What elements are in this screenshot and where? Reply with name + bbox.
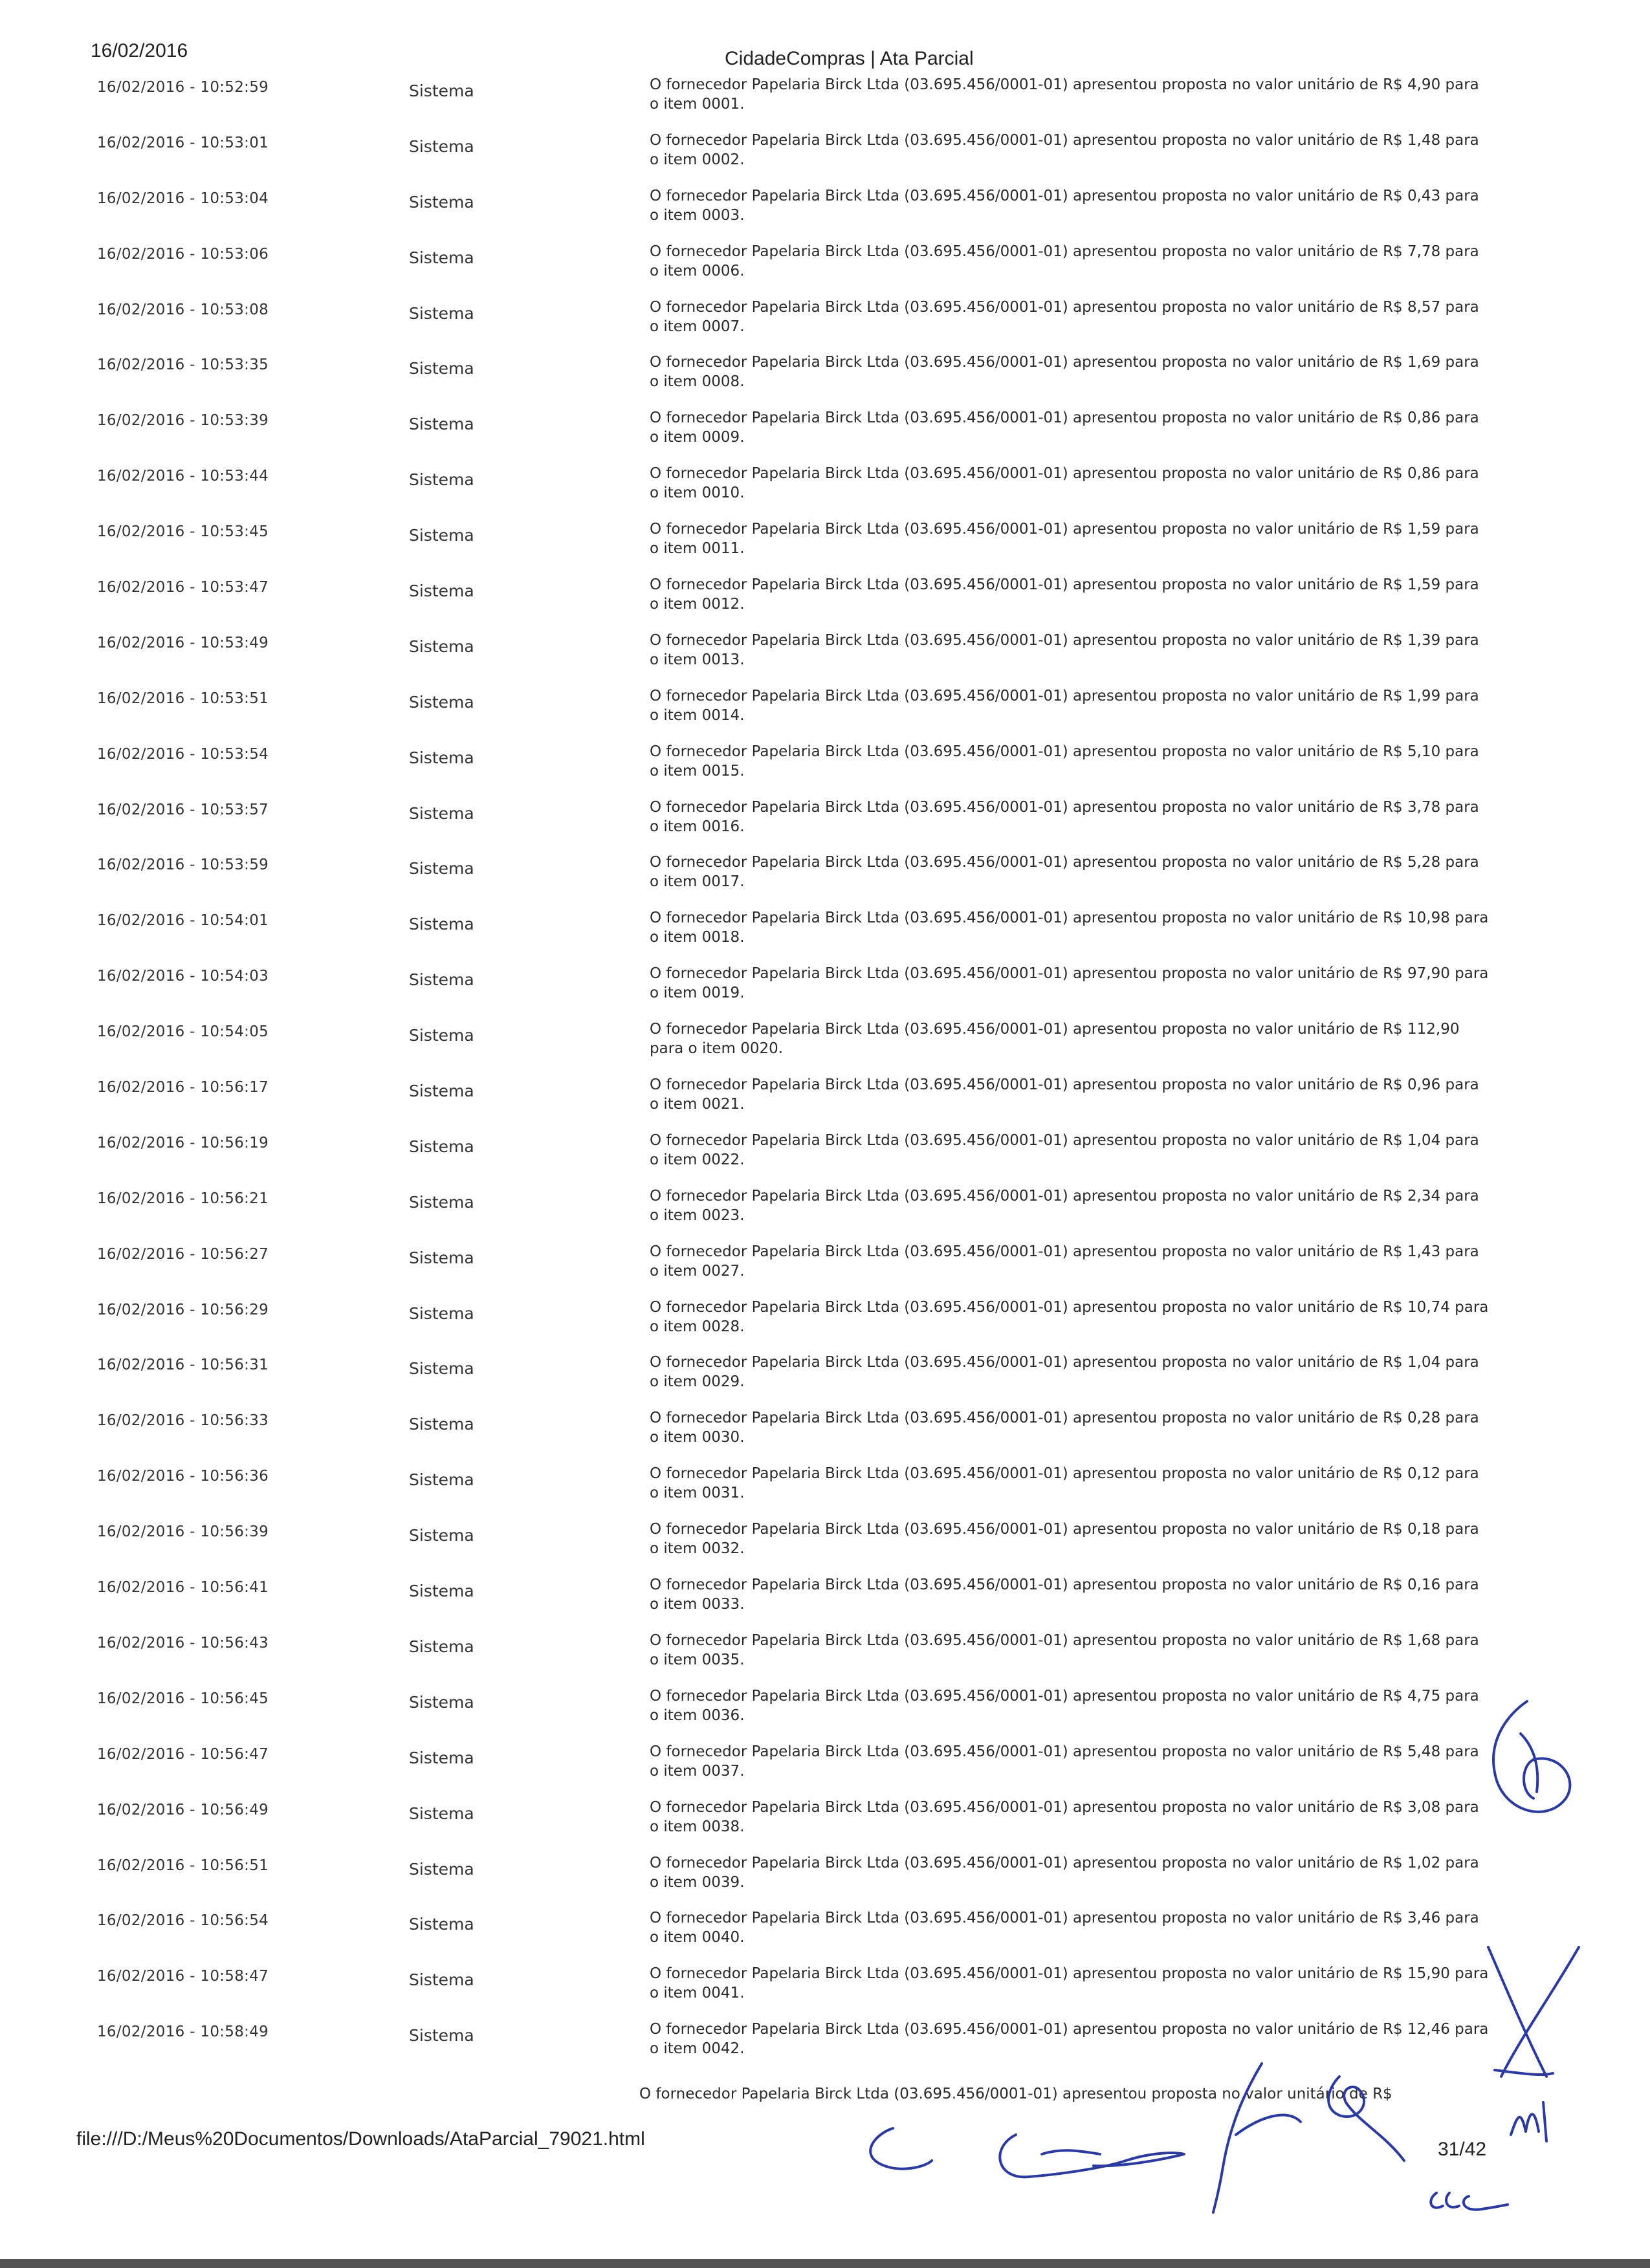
row-actor: Sistema <box>409 1748 474 1767</box>
table-row <box>0 633 1650 689</box>
row-message: O fornecedor Papelaria Birck Ltda (03.695.456/0001-01) apresentou proposta no valor unitário de R$ 97,90 para o item 0019. <box>650 965 1489 1002</box>
row-message: O fornecedor Papelaria Birck Ltda (03.695.456/0001-01) apresentou proposta no valor unitário de R$ 1,68 para o item 0035. <box>650 1631 1479 1668</box>
row-timestamp: 16/02/2016 - 10:53:45 <box>97 523 269 541</box>
table-row <box>0 1745 1650 1800</box>
row-message: O fornecedor Papelaria Birck Ltda (03.695.456/0001-01) apresentou proposta no valor unitário de R$ 1,59 para o item 0011. <box>650 521 1479 558</box>
row-timestamp: 16/02/2016 - 10:53:57 <box>97 801 269 818</box>
row-message: O fornecedor Papelaria Birck Ltda (03.695.456/0001-01) apresentou proposta no valor unitário de R$ 5,10 para o item 0015. <box>650 743 1479 780</box>
table-row <box>0 800 1650 856</box>
signature-x-mark <box>1482 1941 1585 2089</box>
row-actor: Sistema <box>409 415 474 434</box>
row-timestamp: 16/02/2016 - 10:56:36 <box>97 1468 269 1485</box>
row-actor: Sistema <box>409 1692 474 1712</box>
table-row <box>0 745 1650 800</box>
row-actor: Sistema <box>409 803 474 823</box>
row-timestamp: 16/02/2016 - 10:54:05 <box>97 1023 269 1041</box>
row-timestamp: 16/02/2016 - 10:56:17 <box>97 1079 269 1096</box>
row-message: O fornecedor Papelaria Birck Ltda (03.695.456/0001-01) apresentou proposta no valor unitário de R$ 8,57 para o item 0007. <box>650 298 1479 335</box>
row-actor: Sistema <box>409 692 474 712</box>
table-row <box>0 78 1650 133</box>
row-message: O fornecedor Papelaria Birck Ltda (03.695.456/0001-01) apresentou proposta no valor unitário de R$ 15,90 para o item 0041. <box>650 1965 1489 2002</box>
table-row <box>0 355 1650 411</box>
row-message: O fornecedor Papelaria Birck Ltda (03.695.456/0001-01) apresentou proposta no valor unitário de R$ 1,99 para o item 0014. <box>650 687 1479 724</box>
row-actor: Sistema <box>409 1137 474 1156</box>
row-actor: Sistema <box>409 1470 474 1490</box>
page-number: 31/42 <box>1438 2139 1487 2160</box>
row-timestamp: 16/02/2016 - 10:56:45 <box>97 1690 269 1707</box>
row-message: O fornecedor Papelaria Birck Ltda (03.695.456/0001-01) apresentou proposta no valor unitário de R$ 4,90 para o item 0001. <box>650 76 1479 113</box>
row-message: O fornecedor Papelaria Birck Ltda (03.695.456/0001-01) apresentou proposta no valor unitário de R$ 4,75 para o item 0036. <box>650 1687 1479 1724</box>
row-message: O fornecedor Papelaria Birck Ltda (03.695.456/0001-01) apresentou proposta no valor unitário de R$ 10,74 para o item 0028. <box>650 1298 1489 1335</box>
table-row <box>0 411 1650 466</box>
row-timestamp: 16/02/2016 - 10:53:35 <box>97 356 269 374</box>
row-timestamp: 16/02/2016 - 10:56:41 <box>97 1579 269 1597</box>
row-timestamp: 16/02/2016 - 10:56:49 <box>97 1801 269 1818</box>
table-row <box>0 133 1650 189</box>
table-row <box>0 1355 1650 1411</box>
row-actor: Sistema <box>409 1192 474 1212</box>
table-row <box>0 1133 1650 1189</box>
row-actor: Sistema <box>409 303 474 323</box>
row-actor: Sistema <box>409 1248 474 1267</box>
row-message: O fornecedor Papelaria Birck Ltda (03.695.456/0001-01) apresentou proposta no valor unitário de R$ 5,28 para o item 0017. <box>650 854 1479 891</box>
row-timestamp: 16/02/2016 - 10:56:19 <box>97 1134 269 1151</box>
row-message: O fornecedor Papelaria Birck Ltda (03.695.456/0001-01) apresentou proposta no valor unitário de R$ 0,12 para o item 0031. <box>650 1465 1479 1502</box>
row-actor: Sistema <box>409 248 474 267</box>
row-timestamp: 16/02/2016 - 10:56:29 <box>97 1301 269 1318</box>
row-timestamp: 16/02/2016 - 10:53:44 <box>97 468 269 485</box>
row-actor: Sistema <box>409 637 474 656</box>
table-row <box>0 1522 1650 1578</box>
row-timestamp: 16/02/2016 - 10:56:43 <box>97 1634 269 1652</box>
table-row <box>0 466 1650 522</box>
row-message: O fornecedor Papelaria Birck Ltda (03.695.456/0001-01) apresentou proposta no valor unitário de R$ 1,39 para o item 0013. <box>650 631 1479 668</box>
row-actor: Sistema <box>409 1303 474 1323</box>
row-actor: Sistema <box>409 192 474 212</box>
row-actor: Sistema <box>409 359 474 378</box>
table-row <box>0 1022 1650 1078</box>
scan-edge-bar <box>0 2259 1650 2268</box>
row-actor: Sistema <box>409 1804 474 1823</box>
page-title: CidadeCompras | Ata Parcial <box>725 48 974 69</box>
table-row <box>0 1578 1650 1633</box>
row-timestamp: 16/02/2016 - 10:53:47 <box>97 579 269 596</box>
row-actor: Sistema <box>409 582 474 601</box>
log-table <box>0 78 1650 2078</box>
row-message: O fornecedor Papelaria Birck Ltda (03.695.456/0001-01) apresentou proposta no valor unitário de R$ 0,43 para o item 0003. <box>650 187 1479 224</box>
row-timestamp: 16/02/2016 - 10:53:54 <box>97 745 269 763</box>
row-timestamp: 16/02/2016 - 10:58:49 <box>97 2023 269 2041</box>
row-message: O fornecedor Papelaria Birck Ltda (03.695.456/0001-01) apresentou proposta no valor unitário de R$ 1,59 para o item 0012. <box>650 576 1479 613</box>
row-actor: Sistema <box>409 859 474 878</box>
row-message: O fornecedor Papelaria Birck Ltda (03.695.456/0001-01) apresentou proposta no valor unitário de R$ 10,98 para o item 0018. <box>650 910 1489 946</box>
row-message: O fornecedor Papelaria Birck Ltda (03.695.456/0001-01) apresentou proposta no valor unitário de R$ 0,86 para o item 0009. <box>650 409 1479 446</box>
table-row <box>0 1800 1650 1856</box>
row-timestamp: 16/02/2016 - 10:53:01 <box>97 134 269 151</box>
row-actor: Sistema <box>409 1859 474 1879</box>
row-actor: Sistema <box>409 1970 474 1990</box>
row-timestamp: 16/02/2016 - 10:56:39 <box>97 1523 269 1541</box>
row-message: O fornecedor Papelaria Birck Ltda (03.695.456/0001-01) apresentou proposta no valor unitário de R$ 0,96 para o item 0021. <box>650 1076 1479 1113</box>
row-timestamp: 16/02/2016 - 10:53:39 <box>97 412 269 430</box>
row-timestamp: 16/02/2016 - 10:58:47 <box>97 1968 269 1985</box>
table-row <box>0 245 1650 300</box>
signature-initials-bottom <box>1424 2180 1514 2219</box>
table-row <box>0 1467 1650 1522</box>
row-message: O fornecedor Papelaria Birck Ltda (03.695.456/0001-01) apresentou proposta no valor unitário de R$ 1,48 para o item 0002. <box>650 131 1479 168</box>
row-timestamp: 16/02/2016 - 10:53:51 <box>97 690 269 707</box>
row-actor: Sistema <box>409 1415 474 1434</box>
row-message: O fornecedor Papelaria Birck Ltda (03.695.456/0001-01) apresentou proposta no valor unitário de R$ 1,04 para o item 0029. <box>650 1354 1479 1391</box>
row-message: O fornecedor Papelaria Birck Ltda (03.695.456/0001-01) apresentou proposta no valor unitário de R$ 112,90 para o item 0020. <box>650 1021 1460 1058</box>
table-row <box>0 1689 1650 1745</box>
row-timestamp: 16/02/2016 - 10:56:33 <box>97 1412 269 1430</box>
table-row <box>0 689 1650 745</box>
row-actor: Sistema <box>409 82 474 100</box>
row-message: O fornecedor Papelaria Birck Ltda (03.695.456/0001-01) apresentou proposta no valor unitário de R$ 12,46 para o item 0042. <box>650 2021 1489 2058</box>
table-row <box>0 1300 1650 1356</box>
row-actor: Sistema <box>409 470 474 490</box>
signature-main <box>848 2038 1430 2219</box>
table-row <box>0 578 1650 633</box>
row-message: O fornecedor Papelaria Birck Ltda (03.695.456/0001-01) apresentou proposta no valor unitário de R$ 0,18 para o item 0032. <box>650 1521 1479 1558</box>
row-message: O fornecedor Papelaria Birck Ltda (03.695.456/0001-01) apresentou proposta no valor unitário de R$ 5,48 para o item 0037. <box>650 1743 1479 1780</box>
row-actor: Sistema <box>409 136 474 156</box>
table-row <box>0 1633 1650 1689</box>
table-row <box>0 1411 1650 1467</box>
row-message: O fornecedor Papelaria Birck Ltda (03.695.456/0001-01) apresentou proposta no valor unitário de R$ 2,34 para o item 0023. <box>650 1187 1479 1224</box>
row-timestamp: 16/02/2016 - 10:53:06 <box>97 245 269 263</box>
table-row <box>0 1911 1650 1967</box>
row-timestamp: 16/02/2016 - 10:52:59 <box>97 79 269 96</box>
table-row <box>0 1967 1650 2022</box>
row-timestamp: 16/02/2016 - 10:56:21 <box>97 1190 269 1207</box>
row-timestamp: 16/02/2016 - 10:56:51 <box>97 1857 269 1874</box>
row-message: O fornecedor Papelaria Birck Ltda (03.695.456/0001-01) apresentou proposta no valor unitário de R$ 3,46 para o item 0040. <box>650 1910 1479 1946</box>
row-actor: Sistema <box>409 1026 474 1045</box>
signature-initials-m <box>1508 2096 1559 2148</box>
row-message: O fornecedor Papelaria Birck Ltda (03.695.456/0001-01) apresentou proposta no valor unitário de R$ 7,78 para o item 0006. <box>650 243 1479 279</box>
row-timestamp: 16/02/2016 - 10:53:49 <box>97 634 269 651</box>
row-actor: Sistema <box>409 1637 474 1656</box>
row-actor: Sistema <box>409 526 474 545</box>
row-timestamp: 16/02/2016 - 10:53:04 <box>97 190 269 207</box>
row-message: O fornecedor Papelaria Birck Ltda (03.695.456/0001-01) apresentou proposta no valor unitário de R$ 0,86 para o item 0010. <box>650 465 1479 502</box>
row-actor: Sistema <box>409 1082 474 1101</box>
row-message: O fornecedor Papelaria Birck Ltda (03.695.456/0001-01) apresentou proposta no valor unitário de R$ 0,16 para o item 0033. <box>650 1576 1479 1613</box>
row-actor: Sistema <box>409 1359 474 1379</box>
row-timestamp: 16/02/2016 - 10:53:59 <box>97 856 269 874</box>
table-row <box>0 966 1650 1022</box>
row-timestamp: 16/02/2016 - 10:56:27 <box>97 1245 269 1263</box>
row-message: O fornecedor Papelaria Birck Ltda (03.695.456/0001-01) apresentou proposta no valor unitário de R$ 1,69 para o item 0008. <box>650 354 1479 391</box>
table-row <box>0 522 1650 578</box>
footer-file-path: file:///D:/Meus%20Documentos/Downloads/AtaParcial_79021.html <box>76 2128 645 2150</box>
table-row <box>0 189 1650 245</box>
table-row <box>0 1856 1650 1912</box>
table-row <box>0 911 1650 966</box>
row-message: O fornecedor Papelaria Birck Ltda (03.695.456/0001-01) apresentou proposta no valor unitário de R$ 3,08 para o item 0038. <box>650 1798 1479 1835</box>
row-message: O fornecedor Papelaria Birck Ltda (03.695.456/0001-01) apresentou proposta no valor unitário de R$ 3,78 para o item 0016. <box>650 798 1479 835</box>
row-actor: Sistema <box>409 2026 474 2045</box>
row-message: O fornecedor Papelaria Birck Ltda (03.695.456/0001-01) apresentou proposta no valor unitário de R$ 1,02 para o item 0039. <box>650 1854 1479 1891</box>
table-row <box>0 855 1650 911</box>
row-message: O fornecedor Papelaria Birck Ltda (03.695.456/0001-01) apresentou proposta no valor unitário de R$ 1,43 para o item 0027. <box>650 1243 1479 1280</box>
row-actor: Sistema <box>409 915 474 934</box>
signature-initial-right-top <box>1482 1695 1585 1837</box>
header-date: 16/02/2016 <box>91 40 188 61</box>
row-timestamp: 16/02/2016 - 10:56:31 <box>97 1357 269 1374</box>
table-row <box>0 1078 1650 1133</box>
row-message: O fornecedor Papelaria Birck Ltda (03.695.456/0001-01) apresentou proposta no valor unitário de R$ 1,04 para o item 0022. <box>650 1131 1479 1168</box>
row-message: O fornecedor Papelaria Birck Ltda (03.695.456/0001-01) apresentou proposta no valor unitário de R$ 0,28 para o item 0030. <box>650 1410 1479 1446</box>
table-row <box>0 300 1650 356</box>
row-timestamp: 16/02/2016 - 10:54:03 <box>97 968 269 985</box>
row-actor: Sistema <box>409 970 474 990</box>
row-actor: Sistema <box>409 748 474 767</box>
table-row <box>0 1245 1650 1300</box>
row-timestamp: 16/02/2016 - 10:54:01 <box>97 912 269 930</box>
table-row <box>0 1189 1650 1245</box>
row-timestamp: 16/02/2016 - 10:56:54 <box>97 1912 269 1930</box>
row-timestamp: 16/02/2016 - 10:53:08 <box>97 301 269 318</box>
row-actor: Sistema <box>409 1582 474 1601</box>
row-actor: Sistema <box>409 1915 474 1934</box>
row-actor: Sistema <box>409 1526 474 1545</box>
row-timestamp: 16/02/2016 - 10:56:47 <box>97 1745 269 1763</box>
trailing-message: O fornecedor Papelaria Birck Ltda (03.695.456/0001-01) apresentou proposta no valor unitário de R$ <box>639 2086 1392 2102</box>
